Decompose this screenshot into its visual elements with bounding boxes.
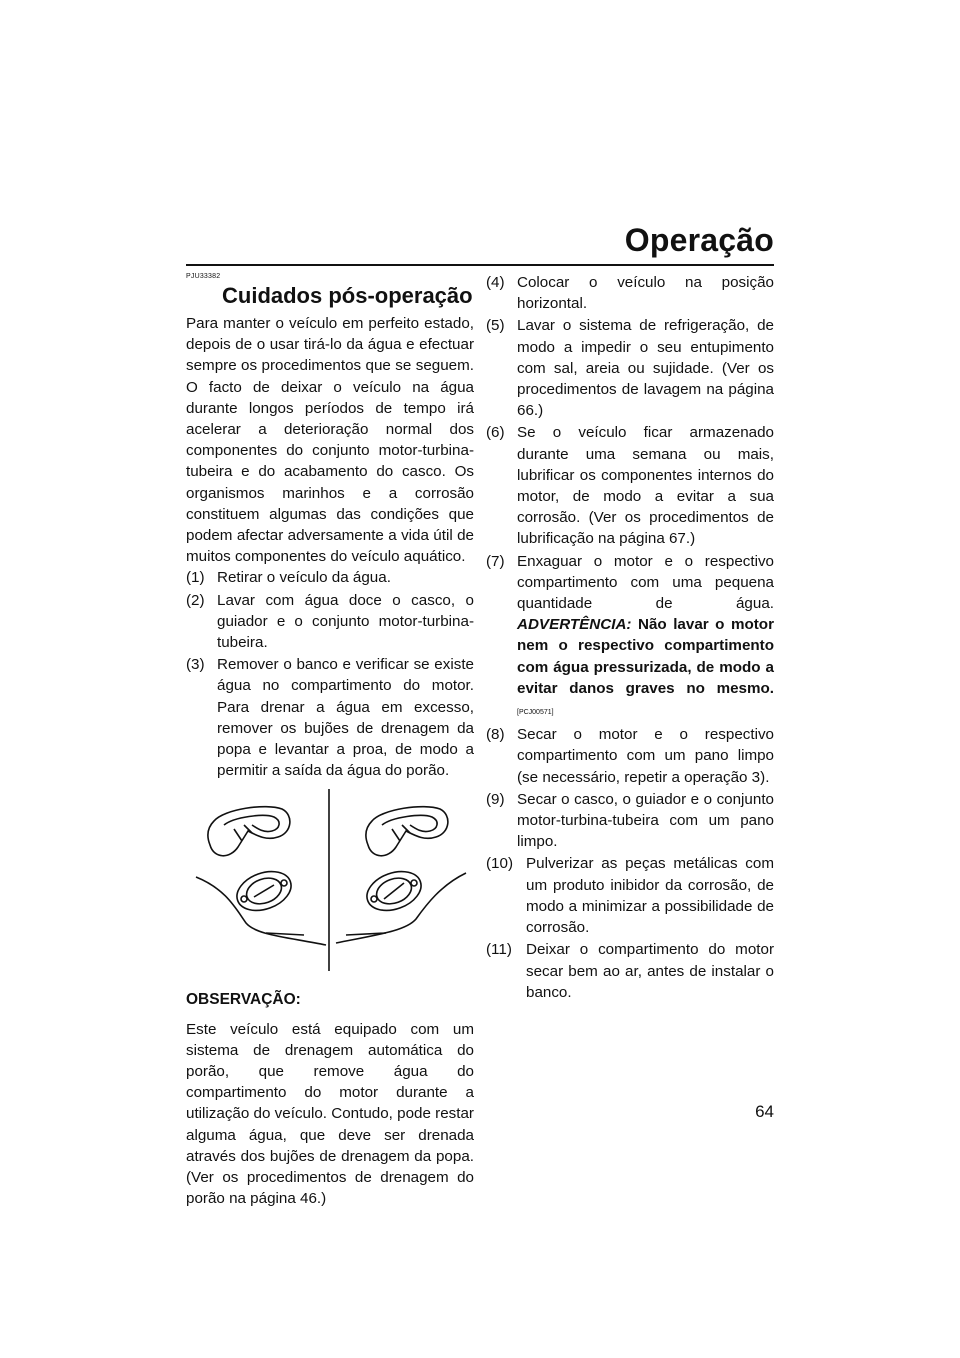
step-number: (1): [186, 569, 205, 587]
list-item: [486, 853, 774, 938]
step-text: Secar o motor e o respectivo compartimento com um pano limpo (se necessário, repetir a operação 3).: [517, 726, 774, 786]
step-number: (6): [486, 424, 505, 442]
step-text: Lavar o sistema de refrigeração, de modo a impedir o seu entupimento com sal, areia ou sujidade. (Ver os procedimentos de lavagem na página 66.): [517, 317, 774, 420]
step-text: Enxaguar o motor e o respectivo compartimento com uma pequena quantidade de água.: [517, 552, 774, 613]
steps-list-left: [186, 567, 474, 781]
list-item: [486, 551, 774, 724]
list-item: [186, 590, 474, 654]
intro-paragraph: Para manter o veículo em perfeito estado, depois de o usar tirá-lo da água e efectuar sempre os procedimentos que se seguem. O facto de deixar o veículo na água durante longos períodos de tempo irá acelerar a deterioração normal dos componentes do conjunto motor-turbina-tubeira e do acabamento do casco. Os organismos marinhos e a corrosão constituem algumas das condições que podem afectar adversamente a vida útil de muitos componentes do veículo aquático.: [186, 315, 474, 566]
step-number: (2): [186, 591, 205, 609]
list-item: [486, 272, 774, 314]
step-number: (8): [486, 726, 505, 744]
page-number: 64: [755, 1102, 774, 1121]
step-text: Lavar com água doce o casco, o guiador e o conjunto motor-turbina-tubeira.: [217, 591, 474, 652]
drain-plug-illustration: [186, 789, 474, 979]
header-rule: [186, 264, 774, 266]
section-title: Cuidados pós-operação: [222, 283, 473, 308]
list-item: [186, 567, 474, 588]
list-item: [486, 724, 774, 788]
step-text: Pulverizar as peças metálicas com um produto inibidor da corrosão, de modo a minimizar a possibilidade de corrosão.: [526, 855, 774, 937]
step-number: (10): [486, 855, 514, 873]
step-number: (3): [186, 656, 205, 674]
step-text: Se o veículo ficar armazenado durante uma semana ou mais, lubrificar os componentes internos do motor, de modo a evitar a sua corrosão. (Ver os procedimentos de lubrificação na página 67.): [517, 424, 774, 548]
list-item: [486, 939, 774, 1003]
list-item: [486, 789, 774, 853]
right-column: [486, 272, 774, 1004]
step-number: (5): [486, 317, 505, 335]
left-column: [186, 272, 474, 1210]
steps-list-right: [486, 272, 774, 1003]
drain-plug-drawing: [186, 789, 476, 979]
step-text: Colocar o veículo na posição horizontal.: [517, 274, 774, 313]
section-code: PJU33382: [186, 273, 221, 280]
step-number: (4): [486, 274, 505, 291]
step-number: (7): [486, 552, 505, 570]
step-number: (11): [486, 941, 512, 959]
step-text: Secar o casco, o guiador e o conjunto motor-turbina-tubeira com um pano limpo.: [517, 790, 774, 851]
step-text: Retirar o veículo da água.: [217, 569, 391, 587]
list-item: [486, 422, 774, 549]
list-item: [186, 654, 474, 781]
warning-text: Não lavar o motor nem o respectivo compartimento com água pressurizada, de modo a evitar danos graves no mesmo.: [517, 616, 774, 697]
reference-code: [PCJ00571]: [517, 709, 554, 717]
step-text: Remover o banco e verificar se existe água no compartimento do motor. Para drenar a água em excesso, remover os bujões de drenagem da popa e levantar a proa, de modo a permitir a saída da água do porão.: [217, 656, 474, 780]
page-header-title: Operação: [624, 222, 774, 258]
list-item: [486, 315, 774, 421]
step-text: Deixar o compartimento do motor secar bem ao ar, antes de instalar o banco.: [526, 941, 774, 1001]
step-number: (9): [486, 790, 505, 808]
note-heading: OBSERVAÇÃO:: [186, 991, 301, 1009]
note-paragraph: Este veículo está equipado com um sistema de drenagem automática do porão, que remove água do compartimento do motor durante a utilização do veículo. Contudo, pode restar alguma água, que deve ser drenada através dos bujões de drenagem da popa. (Ver os procedimentos de drenagem do porão na página 46.): [186, 1020, 474, 1208]
warning-label: ADVERTÊNCIA:: [517, 616, 632, 634]
